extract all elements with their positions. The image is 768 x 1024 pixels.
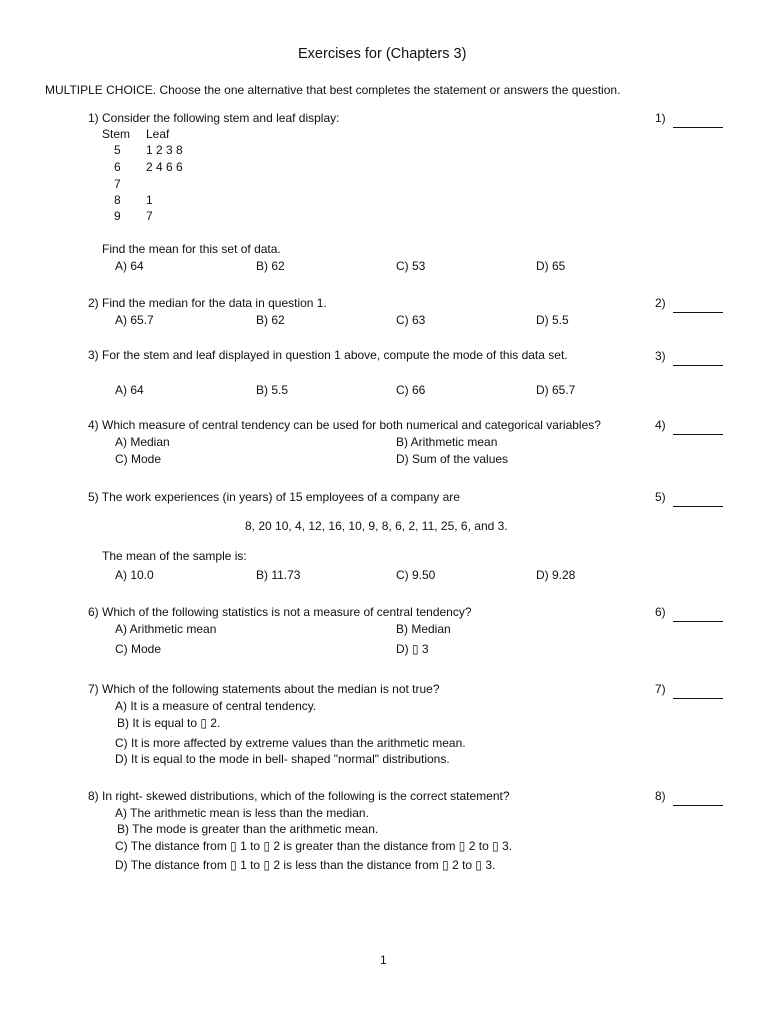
leaf-value: 1 2 3 8 bbox=[146, 143, 183, 157]
option-d[interactable]: D) 65.7 bbox=[536, 383, 576, 397]
option-c[interactable]: C) 63 bbox=[396, 313, 426, 327]
stem-value: 9 bbox=[114, 209, 121, 223]
question-3-answer-blank[interactable] bbox=[673, 365, 723, 366]
stem-value: 8 bbox=[114, 193, 121, 207]
question-3-text: 3) For the stem and leaf displayed in question 1 above, compute the mode of this data set. bbox=[88, 348, 568, 362]
option-c[interactable]: C) The distance from ▯ 1 to ▯ 2 is greater than the distance from ▯ 2 to ▯ 3. bbox=[115, 839, 513, 853]
question-7-answer-blank[interactable] bbox=[673, 698, 723, 699]
question-7-text: 7) Which of the following statements about the median is not true? bbox=[88, 682, 440, 696]
option-b[interactable]: B) The mode is greater than the arithmetic mean. bbox=[117, 822, 379, 836]
instructions: MULTIPLE CHOICE. Choose the one alternative that best completes the statement or answers the question. bbox=[45, 83, 621, 97]
stem-header: Stem bbox=[102, 127, 131, 141]
question-6-answer-blank[interactable] bbox=[673, 621, 723, 622]
option-c[interactable]: C) It is more affected by extreme values than the arithmetic mean. bbox=[115, 736, 466, 750]
question-4-answer-blank[interactable] bbox=[673, 434, 723, 435]
option-d[interactable]: D) 9.28 bbox=[536, 568, 576, 582]
question-1-answer-blank[interactable] bbox=[673, 127, 723, 128]
question-2-text: 2) Find the median for the data in question 1. bbox=[88, 296, 327, 310]
question-2-answer-blank[interactable] bbox=[673, 312, 723, 313]
option-d[interactable]: D) 5.5 bbox=[536, 313, 569, 327]
option-d[interactable]: D) 65 bbox=[536, 259, 566, 273]
option-b[interactable]: B) It is equal to ▯ 2. bbox=[117, 716, 221, 730]
option-d[interactable]: D) The distance from ▯ 1 to ▯ 2 is less than the distance from ▯ 2 to ▯ 3. bbox=[115, 858, 496, 872]
page-title: Exercises for (Chapters 3) bbox=[298, 46, 467, 62]
question-2-number: 2) bbox=[655, 296, 666, 310]
question-5-number: 5) bbox=[655, 490, 666, 504]
leaf-value: 2 4 6 6 bbox=[146, 160, 183, 174]
option-a[interactable]: A) 64 bbox=[115, 383, 144, 397]
option-b[interactable]: B) 62 bbox=[256, 259, 285, 273]
option-d[interactable]: D) It is equal to the mode in bell- shaped "normal" distributions. bbox=[115, 752, 450, 766]
option-b[interactable]: B) 11.73 bbox=[256, 568, 301, 582]
question-8-text: 8) In right- skewed distributions, which of the following is the correct statement? bbox=[88, 789, 510, 803]
question-6-number: 6) bbox=[655, 605, 666, 619]
question-5-text: 5) The work experiences (in years) of 15 employees of a company are bbox=[88, 490, 460, 504]
leaf-value: 7 bbox=[146, 209, 153, 223]
option-a[interactable]: A) Arithmetic mean bbox=[115, 622, 217, 636]
option-a[interactable]: A) Median bbox=[115, 435, 170, 449]
question-1-text: 1) Consider the following stem and leaf display: bbox=[88, 111, 340, 125]
question-4-number: 4) bbox=[655, 418, 666, 432]
option-a[interactable]: A) It is a measure of central tendency. bbox=[115, 699, 317, 713]
option-b[interactable]: B) Arithmetic mean bbox=[396, 435, 498, 449]
question-8-answer-blank[interactable] bbox=[673, 805, 723, 806]
question-5-answer-blank[interactable] bbox=[673, 506, 723, 507]
option-b[interactable]: B) 62 bbox=[256, 313, 285, 327]
question-4-text: 4) Which measure of central tendency can be used for both numerical and categorical variables? bbox=[88, 418, 601, 432]
question-5-prompt: The mean of the sample is: bbox=[102, 549, 247, 563]
option-d[interactable]: D) ▯ 3 bbox=[396, 642, 429, 656]
page-number: 1 bbox=[380, 953, 387, 967]
stem-value: 6 bbox=[114, 160, 121, 174]
question-7-number: 7) bbox=[655, 682, 666, 696]
leaf-header: Leaf bbox=[146, 127, 170, 141]
option-a[interactable]: A) The arithmetic mean is less than the median. bbox=[115, 806, 369, 820]
leaf-value: 1 bbox=[146, 193, 153, 207]
option-b[interactable]: B) 5.5 bbox=[256, 383, 289, 397]
option-c[interactable]: C) 53 bbox=[396, 259, 426, 273]
option-b[interactable]: B) Median bbox=[396, 622, 451, 636]
stem-value: 5 bbox=[114, 143, 121, 157]
option-a[interactable]: A) 10.0 bbox=[115, 568, 154, 582]
option-c[interactable]: C) Mode bbox=[115, 642, 162, 656]
option-c[interactable]: C) 66 bbox=[396, 383, 426, 397]
stem-value: 7 bbox=[114, 177, 121, 191]
question-3-number: 3) bbox=[655, 349, 666, 363]
question-6-text: 6) Which of the following statistics is not a measure of central tendency? bbox=[88, 605, 472, 619]
question-1-prompt: Find the mean for this set of data. bbox=[102, 242, 281, 256]
option-c[interactable]: C) 9.50 bbox=[396, 568, 436, 582]
option-d[interactable]: D) Sum of the values bbox=[396, 452, 509, 466]
option-c[interactable]: C) Mode bbox=[115, 452, 162, 466]
option-a[interactable]: A) 64 bbox=[115, 259, 144, 273]
option-a[interactable]: A) 65.7 bbox=[115, 313, 154, 327]
question-8-number: 8) bbox=[655, 789, 666, 803]
question-5-data: 8, 20 10, 4, 12, 16, 10, 9, 8, 6, 2, 11, 25, 6, and 3. bbox=[245, 519, 508, 533]
question-1-number: 1) bbox=[655, 111, 666, 125]
